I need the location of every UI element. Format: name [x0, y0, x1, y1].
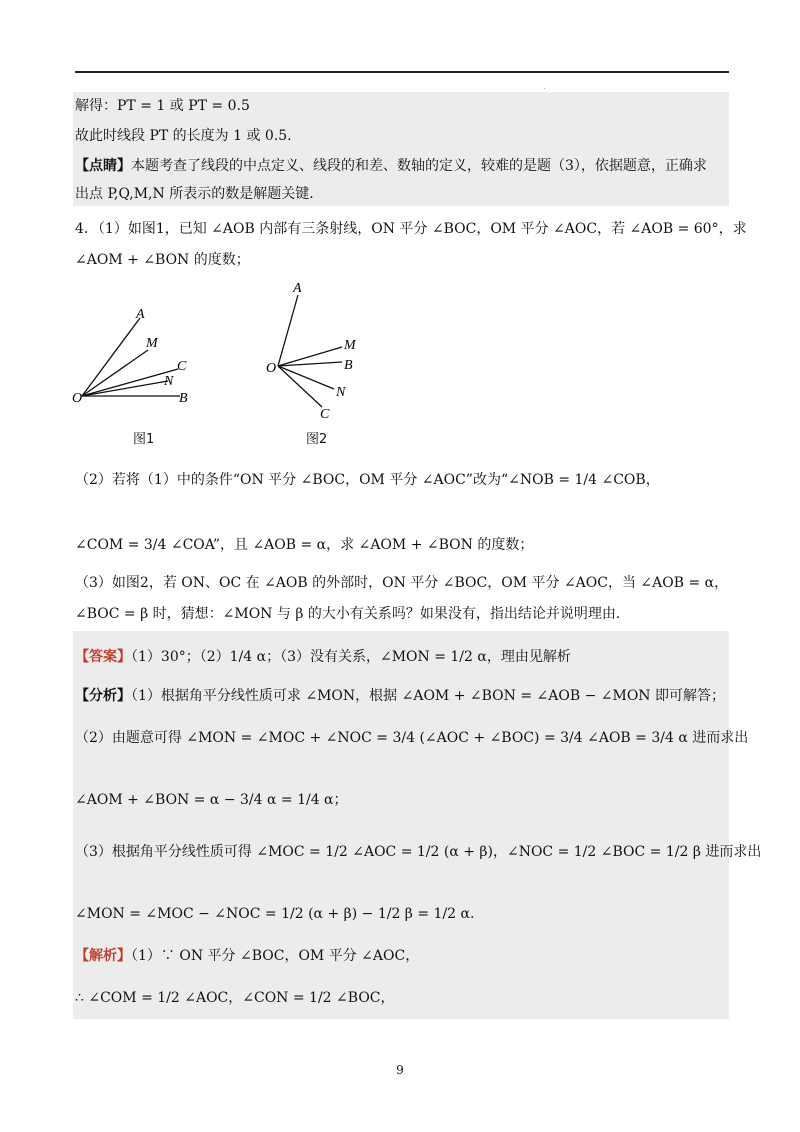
- line-remark: [75, 156, 707, 176]
- question-4-line-1: 4．（1）如图1，已知 ∠AOB 内部有三条射线，ON 平分 ∠BOC，OM 平分 ∠AOC，若 ∠AOB = 60°，求: [75, 221, 747, 237]
- question-4-line-6: ∠BOC = β 时，猜想：∠MON 与 β 的大小有关系吗？如果没有，指出结论并说明理由.: [75, 606, 621, 622]
- line-solve-result: 解得：PT = 1 或 PT = 0.5: [75, 98, 250, 114]
- header-mark: .: [543, 82, 546, 91]
- fig1-label-B: B: [179, 391, 188, 406]
- fig1-label-C: C: [177, 359, 187, 374]
- analysis-text-1: （1）根据角平分线性质可求 ∠MON，根据 ∠AOM + ∠BON = ∠AOB − ∠MON 即可解答；: [131, 688, 726, 704]
- remark-text: 本题考查了线段的中点定义、线段的和差、数轴的定义，较难的是题（3），依据题意，正确求: [131, 158, 707, 174]
- solution-tag: 【解析】: [75, 948, 131, 964]
- fig2-label-O: O: [266, 361, 277, 376]
- solution-line-2: ∴ ∠COM = 1/2 ∠AOC，∠CON = 1/2 ∠BOC，: [75, 990, 395, 1006]
- fig2-label-M: M: [344, 338, 356, 353]
- fig1-label-N: N: [164, 374, 174, 389]
- line-remark-cont: 出点 P,Q,M,N 所表示的数是解题关键.: [75, 186, 314, 202]
- question-4-line-2: ∠AOM + ∠BON 的度数；: [75, 252, 250, 268]
- solution-text-1: （1）∵ ON 平分 ∠BOC，OM 平分 ∠AOC，: [131, 948, 420, 964]
- line-conclusion: 故此时线段 PT 的长度为 1 或 0.5.: [75, 128, 292, 144]
- solution-line-1: [75, 946, 419, 966]
- question-4-line-5: （3）如图2，若 ON、OC 在 ∠AOB 的外部时，ON 平分 ∠BOC，OM 平分 ∠AOC，当 ∠AOB = α，: [75, 575, 729, 591]
- figure-1: [60, 295, 220, 415]
- fig2-label-B: B: [344, 358, 353, 373]
- question-4-line-3: （2）若将（1）中的条件“ON 平分 ∠BOC，OM 平分 ∠AOC”改为“∠NOB = 1/4 ∠COB，: [75, 472, 660, 488]
- answer-line: [75, 647, 571, 667]
- figure-1-caption: 图1: [133, 432, 155, 447]
- fig1-label-M: M: [146, 336, 158, 351]
- answer-text: （1）30°；（2）1/4 α；（3）没有关系，∠MON = 1/2 α，理由见解析: [131, 649, 571, 665]
- figure-2: [258, 275, 368, 425]
- fig2-label-A: A: [293, 281, 302, 296]
- analysis-line-1: [75, 686, 725, 706]
- analysis-line-2: （2）由题意可得 ∠MON = ∠MOC + ∠NOC = 3/4 (∠AOC + ∠BOC) = 3/4 ∠AOB = 3/4 α 进而求出: [75, 730, 749, 746]
- header-rule: [75, 71, 729, 73]
- question-4-line-4: ∠COM = 3/4 ∠COA”，且 ∠AOB = α，求 ∠AOM + ∠BON 的度数；: [75, 537, 534, 553]
- page-number: 9: [396, 1063, 404, 1077]
- analysis-line-3: ∠AOM + ∠BON = α − 3/4 α = 1/4 α；: [75, 792, 348, 808]
- fig2-label-N: N: [336, 385, 346, 400]
- analysis-line-4: （3）根据角平分线性质可得 ∠MOC = 1/2 ∠AOC = 1/2 (α + β)，∠NOC = 1/2 ∠BOC = 1/2 β 进而求出: [75, 844, 762, 860]
- analysis-line-5: ∠MON = ∠MOC − ∠NOC = 1/2 (α + β) − 1/2 β = 1/2 α.: [75, 906, 475, 922]
- fig1-label-O: O: [72, 391, 83, 406]
- figure-2-caption: 图2: [306, 432, 328, 447]
- fig1-label-A: A: [136, 307, 145, 322]
- analysis-tag: 【分析】: [75, 688, 131, 704]
- answer-tag: 【答案】: [75, 649, 131, 665]
- remark-tag: 【点睛】: [75, 158, 131, 174]
- fig2-label-C: C: [320, 407, 330, 422]
